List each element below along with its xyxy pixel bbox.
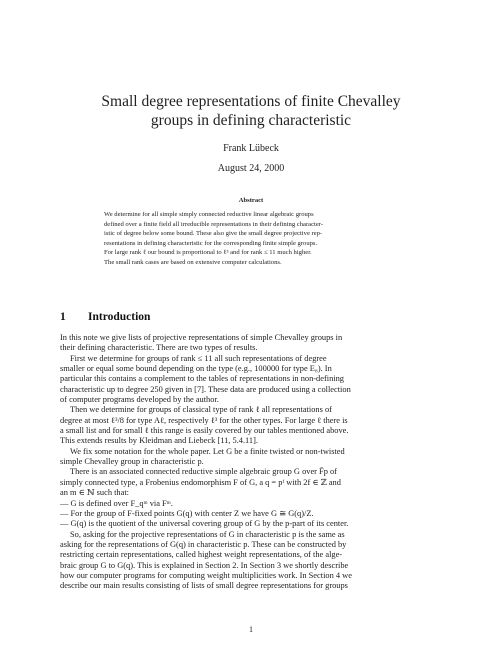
body-line: simple Chevalley group in characteristic p. <box>60 457 204 467</box>
section-heading <box>60 311 150 323</box>
abstract-line: We determine for all simple simply connected reductive linear algebraic groups <box>104 211 314 218</box>
abstract-line: resentations in defining characteristic for the corresponding finite simple groups. <box>104 239 318 247</box>
abstract-line: The small rank cases are based on extensive computer calculations. <box>104 258 282 266</box>
body-line: In this note we give lists of projective representations of simple Chevalley groups in <box>60 333 343 342</box>
body-line: So, asking for the projective representations of G in characteristic p is the same as <box>70 529 345 539</box>
body-line: asking for the representations of G(q) in characteristic p. These can be constructed by <box>60 539 347 549</box>
paper-date: August 24, 2000 <box>217 163 285 174</box>
section-number: 1 <box>60 311 66 323</box>
body-line: characteristic up to degree 250 given in [7]. These data are produced using a collection <box>60 384 351 394</box>
abstract-line: For large rank ℓ our bound is proportional to ℓ³ and for rank ≤ 11 much higher. <box>104 249 312 257</box>
body-line: degree at most ℓ³/8 for type Aℓ, respectively ℓ³ for the other types. For large ℓ there is <box>60 415 348 425</box>
body-line: — For the group of F-fixed points G(q) with center Z we have G ≅ G(q)/Z. <box>60 508 314 518</box>
title-line: Small degree representations of finite Chevalley <box>101 93 401 110</box>
abstract-line: defined over a finite field all irreducible representations in their defining character- <box>104 220 324 228</box>
body-line: how our computer programs for computing weight multiplicities work. In Section 4 we <box>60 570 352 580</box>
body-line: describe our main results consisting of lists of small degree representations for groups <box>60 581 348 591</box>
body-line: — G(q) is the quotient of the universal covering group of G by the p-part of its center. <box>60 519 349 529</box>
body-line: smaller or equal some bound depending on the type (e.g., 100000 for type E₈). In <box>60 364 332 374</box>
body-line: We fix some notation for the whole paper. Let G be a finite twisted or non-twisted <box>70 446 345 456</box>
body-line: First we determine for groups of rank ≤ 11 all such representations of degree <box>70 353 327 363</box>
body-line: braic group G to G(q). This is explained in Section 2. In Section 3 we shortly describe <box>60 560 349 570</box>
body-line: simply connected type, a Frobenius endomorphism F of G, a q = pᶠ with 2f ∈ ℤ and <box>60 477 341 487</box>
body-line: This extends results by Kleidman and Liebeck [11, 5.4.11]. <box>60 436 259 446</box>
body-line: Then we determine for groups of classical type of rank ℓ all representations of <box>70 405 332 415</box>
body-line: restricting certain representations, called highest weight representations, of the alge- <box>60 550 343 560</box>
abstract-heading: Abstract <box>238 197 264 204</box>
page-number: 1 <box>249 625 253 634</box>
body-line: — G is defined over F_qᵐ via Fᵐ. <box>60 498 173 508</box>
section-title: Introduction <box>88 311 151 323</box>
abstract-line: istic of degree below some bound. These also give the small degree projective rep- <box>104 230 323 238</box>
body-line: their defining characteristic. There are two types of results. <box>60 343 258 353</box>
body-text <box>60 333 443 592</box>
body-line: a small list and for small ℓ this range is easily covered by our tables mentioned above. <box>60 426 349 436</box>
author-name: Frank Lübeck <box>223 143 279 154</box>
body-line: particular this contains a complement to the tables of representations in non-defining <box>60 374 344 384</box>
title-line: groups in defining characteristic <box>150 112 352 129</box>
body-line: of computer programs developed by the author. <box>60 395 219 405</box>
body-line: an m ∈ ℕ such that: <box>60 488 129 498</box>
body-line: There is an associated connected reductive simple algebraic group G over F̄p of <box>70 467 337 477</box>
paper-title <box>60 92 442 130</box>
abstract-text <box>104 210 398 268</box>
